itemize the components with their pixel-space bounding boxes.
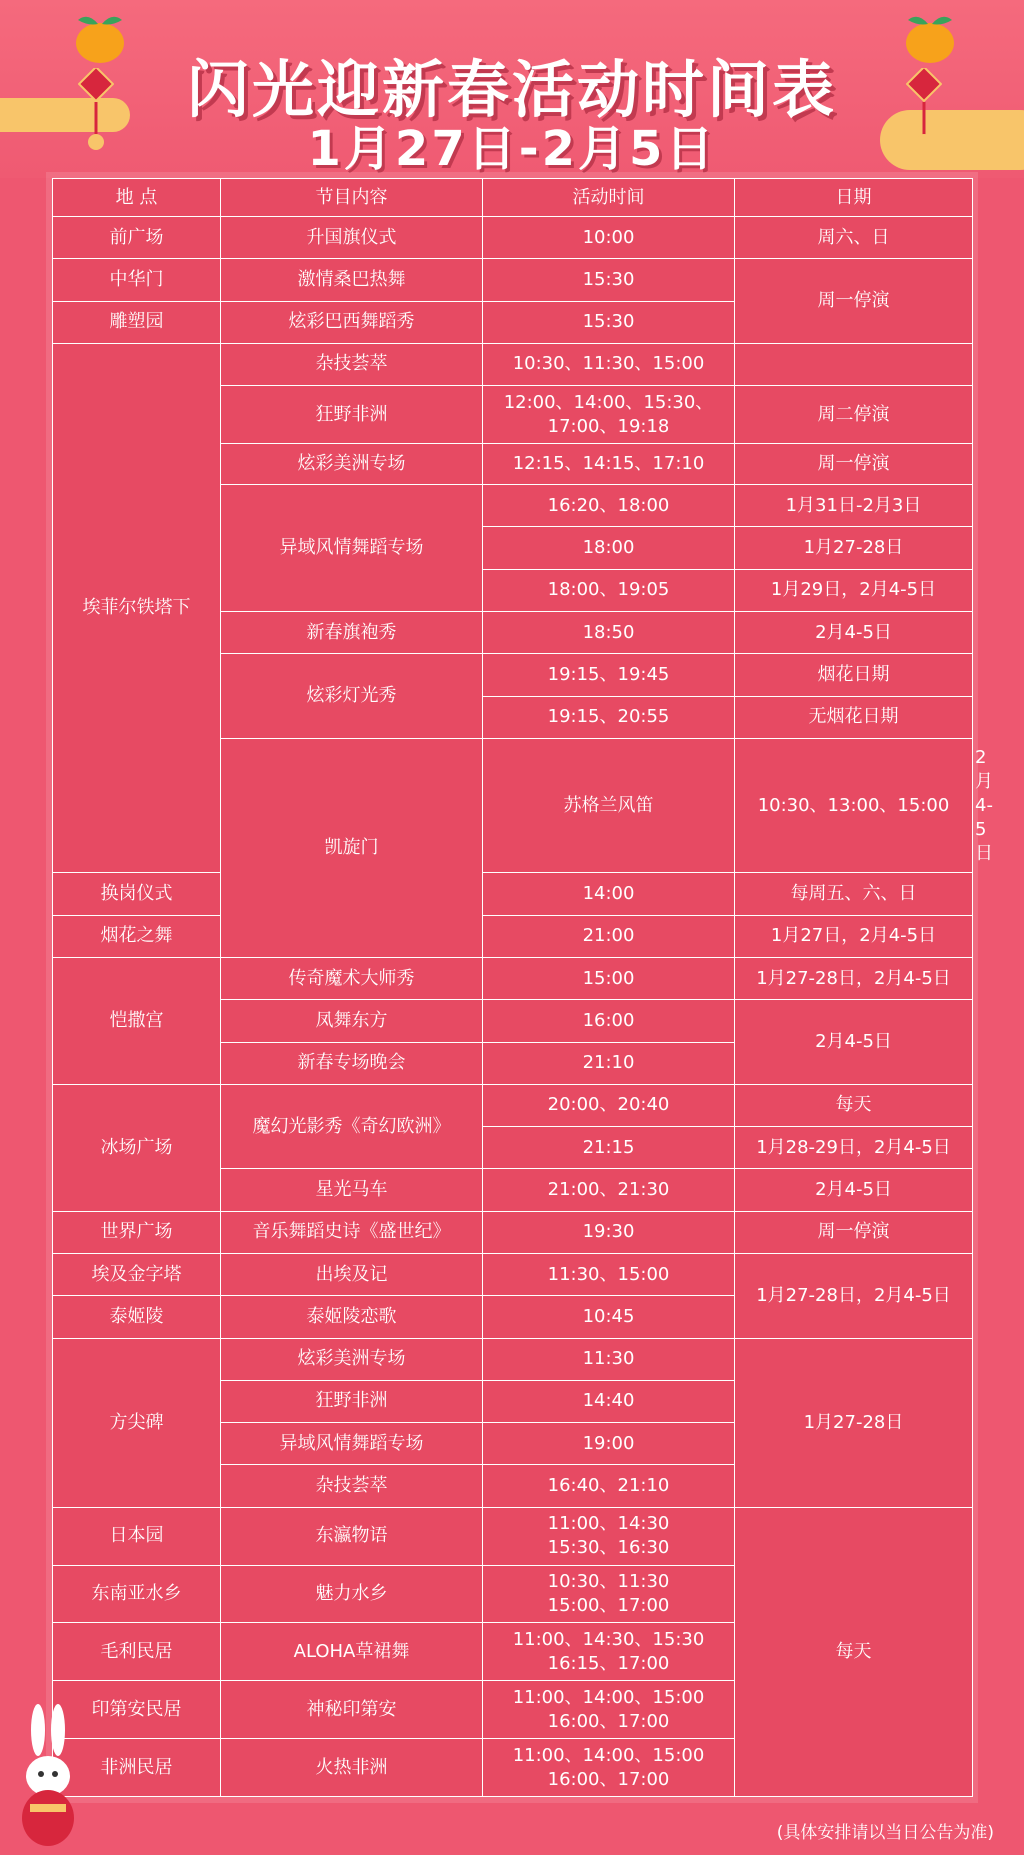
table-cell: 凯旋门 [221,738,483,957]
table-cell: 14:40 [483,1380,735,1422]
table-cell: 1月28-29日，2月4-5日 [735,1127,973,1169]
table-cell: 苏格兰风笛 [483,738,735,873]
schedule-table-body [53,217,993,1797]
table-cell: 21:00、21:30 [483,1169,735,1211]
table-cell: 2月4-5日 [735,1169,973,1211]
table-cell: ALOHA草裙舞 [221,1623,483,1681]
table-cell: 19:30 [483,1211,735,1253]
table-cell: 方尖碑 [53,1338,221,1507]
table-row [53,1507,973,1565]
table-cell: 无烟花日期 [735,696,973,738]
schedule-table [52,178,993,1797]
table-cell: 非洲民居 [53,1739,221,1797]
table-cell: 恺撒宫 [53,958,221,1085]
table-row [53,1338,973,1380]
table-cell: 传奇魔术大师秀 [221,958,483,1000]
table-cell: 19:15、19:45 [483,654,735,696]
table-cell: 埃及金字塔 [53,1253,221,1295]
table-cell: 1月29日，2月4-5日 [735,569,973,611]
table-cell: 14:00 [483,873,735,915]
table-cell: 魔幻光影秀《奇幻欧洲》 [221,1084,483,1169]
table-cell: 20:00、20:40 [483,1084,735,1126]
table-row [53,1253,973,1295]
date-range-subtitle: 1月27日-2月5日 [307,121,717,177]
table-cell: 新春专场晚会 [221,1042,483,1084]
table-cell: 11:00、14:00、15:00 16:00、17:00 [483,1681,735,1739]
table-cell: 前广场 [53,217,221,259]
table-cell: 10:30、13:00、15:00 [735,738,973,873]
table-cell: 每天 [735,1507,973,1796]
table-row [53,217,973,259]
table-cell: 冰场广场 [53,1084,221,1211]
table-cell: 炫彩巴西舞蹈秀 [221,301,483,343]
table-cell: 1月27-28日，2月4-5日 [735,1253,973,1338]
table-cell: 周六、日 [735,217,973,259]
table-cell: 日本园 [53,1507,221,1565]
table-cell: 狂野非洲 [221,386,483,444]
table-cell: 异域风情舞蹈专场 [221,485,483,612]
table-cell: 东瀛物语 [221,1507,483,1565]
table-cell: 烟花日期 [735,654,973,696]
table-cell: 15:30 [483,301,735,343]
table-cell: 16:40、21:10 [483,1465,735,1507]
table-cell: 1月27-28日 [735,1338,973,1507]
table-row [53,259,973,301]
table-cell: 11:30、15:00 [483,1253,735,1295]
table-cell: 10:45 [483,1296,735,1338]
header-date: 日期 [735,179,973,217]
table-cell: 1月27日，2月4-5日 [735,915,973,957]
table-cell: 21:10 [483,1042,735,1084]
table-cell: 中华门 [53,259,221,301]
table-cell: 10:00 [483,217,735,259]
table-cell: 18:50 [483,611,735,653]
table-cell: 东南亚水乡 [53,1565,221,1623]
table-row [53,873,973,915]
table-cell: 星光马车 [221,1169,483,1211]
table-row [53,915,973,957]
table-cell: 11:00、14:30 15:30、16:30 [483,1507,735,1565]
table-cell: 异域风情舞蹈专场 [221,1423,483,1465]
table-cell: 杂技荟萃 [221,1465,483,1507]
page-title: 闪光迎新春活动时间表 [186,53,837,126]
footnote: (具体安排请以当日公告为准) [776,1823,994,1843]
table-cell: 炫彩灯光秀 [221,654,483,739]
table-cell: 周一停演 [735,1211,973,1253]
table-cell: 1月31日-2月3日 [735,485,973,527]
table-row [53,1211,973,1253]
table-cell: 周一停演 [735,259,973,344]
table-cell: 11:00、14:00、15:00 16:00、17:00 [483,1739,735,1797]
header-location: 地 点 [53,179,221,217]
table-cell: 1月27-28日，2月4-5日 [735,958,973,1000]
table-cell: 埃菲尔铁塔下 [53,343,221,873]
table-cell: 18:00、19:05 [483,569,735,611]
table-cell: 泰姬陵恋歌 [221,1296,483,1338]
table-cell: 周一停演 [735,443,973,484]
table-cell: 18:00 [483,527,735,569]
table-cell: 魅力水乡 [221,1565,483,1623]
header-time: 活动时间 [483,179,735,217]
table-cell: 19:15、20:55 [483,696,735,738]
table-cell: 11:00、14:30、15:30 16:15、17:00 [483,1623,735,1681]
table-row [53,343,973,385]
table-cell: 10:30、11:30、15:00 [483,343,735,385]
table-header-row [53,179,973,217]
rabbit-icon [10,1700,90,1850]
table-cell: 印第安民居 [53,1681,221,1739]
table-cell: 狂野非洲 [221,1380,483,1422]
table-cell: 神秘印第安 [221,1681,483,1739]
table-cell: 21:15 [483,1127,735,1169]
table-cell: 16:20、18:00 [483,485,735,527]
table-cell: 周二停演 [735,386,973,444]
table-cell: 19:00 [483,1423,735,1465]
table-row [53,958,973,1000]
table-cell: 泰姬陵 [53,1296,221,1338]
table-cell: 炫彩美洲专场 [221,443,483,484]
table-cell: 2月4-5日 [735,1000,973,1085]
table-cell: 杂技荟萃 [221,343,483,385]
table-cell: 雕塑园 [53,301,221,343]
table-cell: 世界广场 [53,1211,221,1253]
table-cell: 每天 [735,1084,973,1126]
table-cell: 毛利民居 [53,1623,221,1681]
table-cell: 音乐舞蹈史诗《盛世纪》 [221,1211,483,1253]
table-cell: 烟花之舞 [53,915,221,957]
table-row [53,1084,973,1126]
table-cell [735,343,973,385]
table-cell: 11:30 [483,1338,735,1380]
table-cell: 每周五、六、日 [735,873,973,915]
table-cell: 21:00 [483,915,735,957]
table-cell: 1月27-28日 [735,527,973,569]
table-cell: 换岗仪式 [53,873,221,915]
table-cell: 10:30、11:30 15:00、17:00 [483,1565,735,1623]
table-cell: 15:00 [483,958,735,1000]
table-cell: 炫彩美洲专场 [221,1338,483,1380]
table-cell: 火热非洲 [221,1739,483,1797]
schedule-table-container [52,178,993,1797]
table-cell: 16:00 [483,1000,735,1042]
header-program: 节目内容 [221,179,483,217]
table-cell: 12:15、14:15、17:10 [483,443,735,484]
table-cell: 15:30 [483,259,735,301]
table-cell: 出埃及记 [221,1253,483,1295]
table-cell: 12:00、14:00、15:30、 17:00、19:18 [483,386,735,444]
table-row: 凯旋门 苏格兰风笛 10:30、13:00、15:00 2月4-5日 [53,738,973,873]
table-cell: 凤舞东方 [221,1000,483,1042]
table-cell: 新春旗袍秀 [221,611,483,653]
table-cell: 激情桑巴热舞 [221,259,483,301]
table-cell: 升国旗仪式 [221,217,483,259]
table-cell: 2月4-5日 [735,611,973,653]
